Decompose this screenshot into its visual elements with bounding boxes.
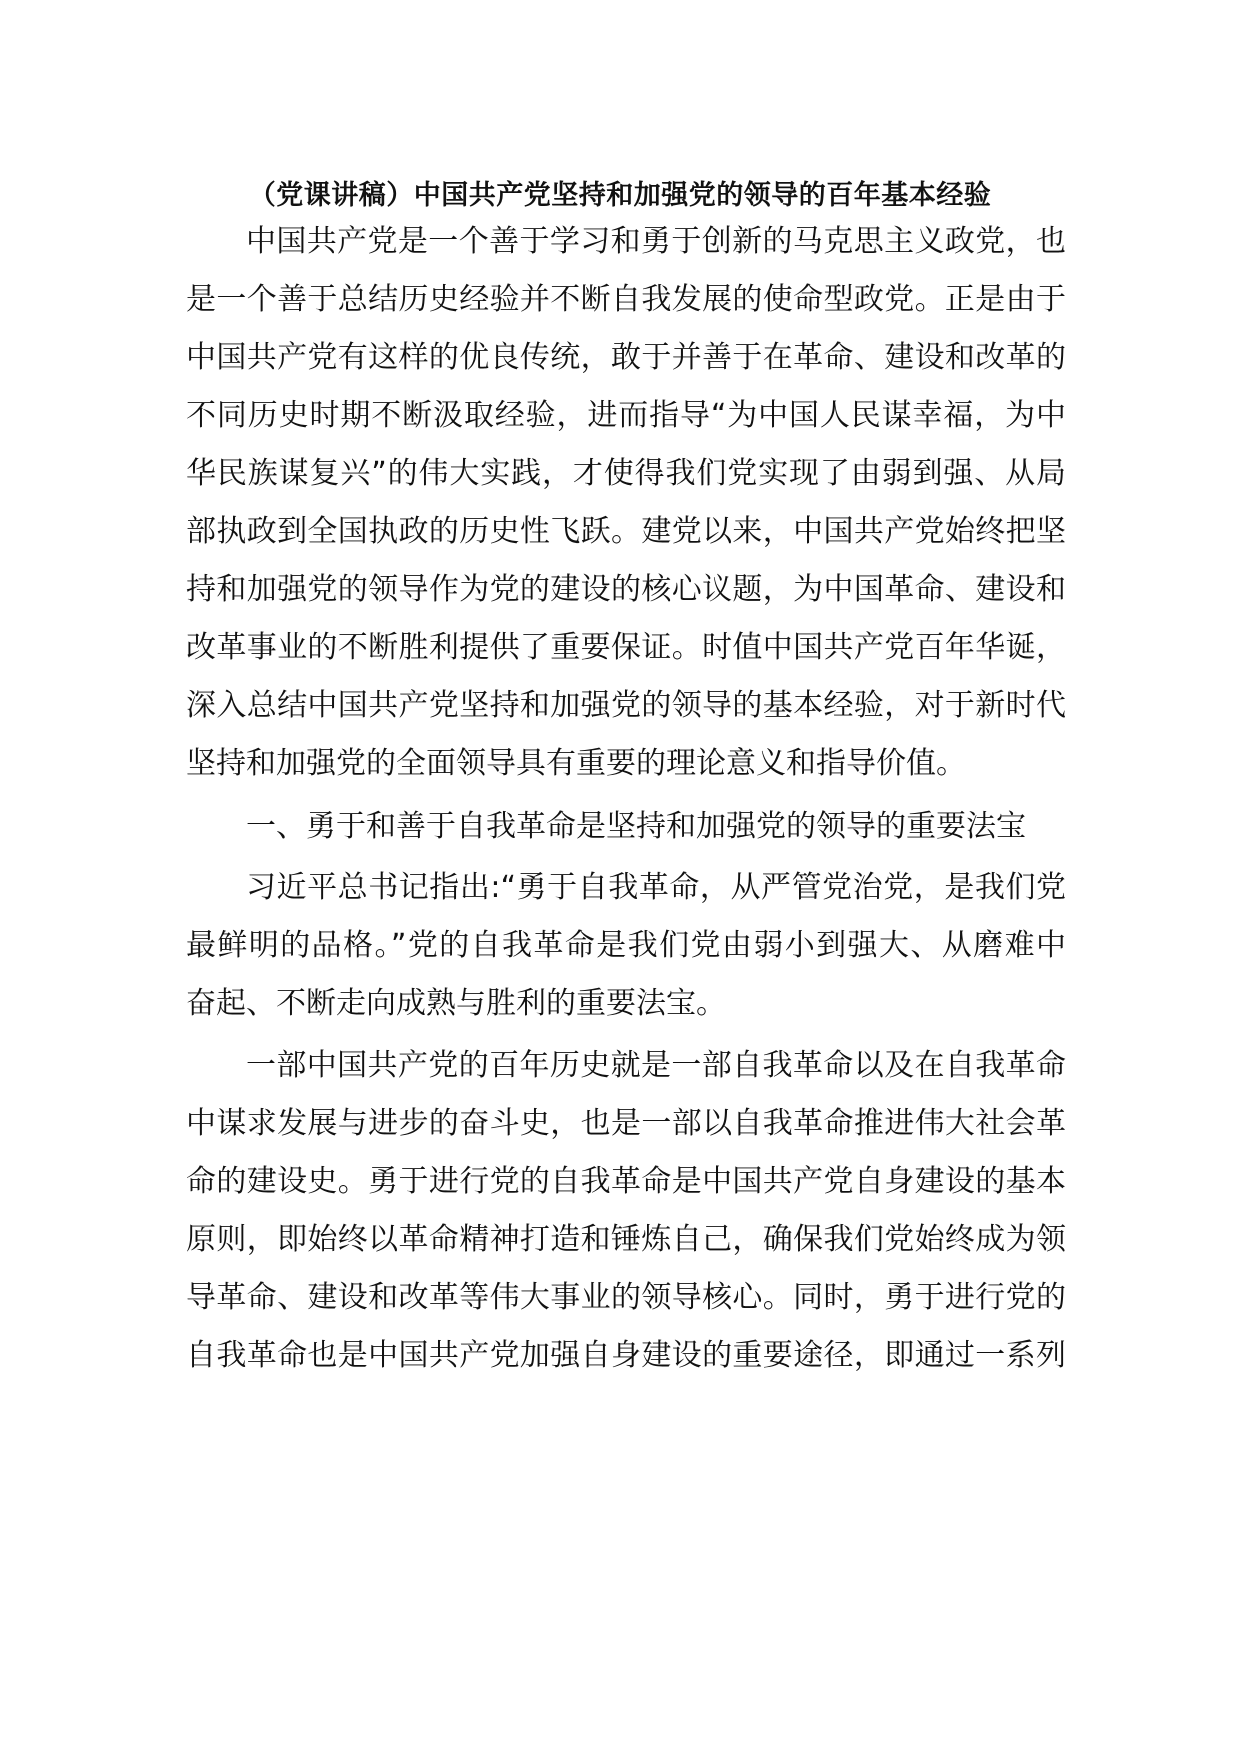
paragraph-line: 命的建设史。勇于进行党的自我革命是中国共产党自身建设的基本: [186, 1164, 1066, 1199]
paragraph-line: 持和加强党的领导作为党的建设的核心议题，为中国革命、建设和: [186, 572, 1066, 607]
paragraph-line: 不同历史时期不断汲取经验，进而指导“为中国人民谋幸福，为中: [186, 398, 1066, 433]
paragraph-line: 习近平总书记指出:“勇于自我革命，从严管党治党，是我们党: [246, 870, 1066, 905]
paragraph-line: 部执政到全国执政的历史性飞跃。建党以来，中国共产党始终把坚: [186, 514, 1066, 549]
paragraph-line: 自我革命也是中国共产党加强自身建设的重要途径，即通过一系列: [186, 1338, 1066, 1373]
paragraph-line: 原则，即始终以革命精神打造和锤炼自己，确保我们党始终成为领: [186, 1222, 1066, 1257]
paragraph-line: 中谋求发展与进步的奋斗史，也是一部以自我革命推进伟大社会革: [186, 1106, 1066, 1141]
section-heading: 一、勇于和善于自我革命是坚持和加强党的领导的重要法宝: [246, 809, 1026, 844]
paragraph-line: 奋起、不断走向成熟与胜利的重要法宝。: [186, 986, 726, 1021]
paragraph-line: 中国共产党有这样的优良传统，敢于并善于在革命、建设和改革的: [186, 340, 1066, 375]
paragraph-line: 最鲜明的品格。”党的自我革命是我们党由弱小到强大、从磨难中: [186, 928, 1066, 963]
paragraph-line: 深入总结中国共产党坚持和加强党的领导的基本经验，对于新时代: [186, 688, 1066, 723]
document-title: （党课讲稿）中国共产党坚持和加强党的领导的百年基本经验: [248, 180, 992, 211]
paragraph-line: 华民族谋复兴”的伟大实践，才使得我们党实现了由弱到强、从局: [186, 456, 1066, 491]
paragraph-line: 坚持和加强党的全面领导具有重要的理论意义和指导价值。: [186, 746, 966, 781]
paragraph-line: 中国共产党是一个善于学习和勇于创新的马克思主义政党，也: [246, 224, 1066, 259]
paragraph-line: 一部中国共产党的百年历史就是一部自我革命以及在自我革命: [246, 1048, 1066, 1083]
paragraph-line: 导革命、建设和改革等伟大事业的领导核心。同时，勇于进行党的: [186, 1280, 1066, 1315]
paragraph-line: 是一个善于总结历史经验并不断自我发展的使命型政党。正是由于: [186, 282, 1066, 317]
paragraph-line: 改革事业的不断胜利提供了重要保证。时值中国共产党百年华诞，: [186, 630, 1066, 665]
